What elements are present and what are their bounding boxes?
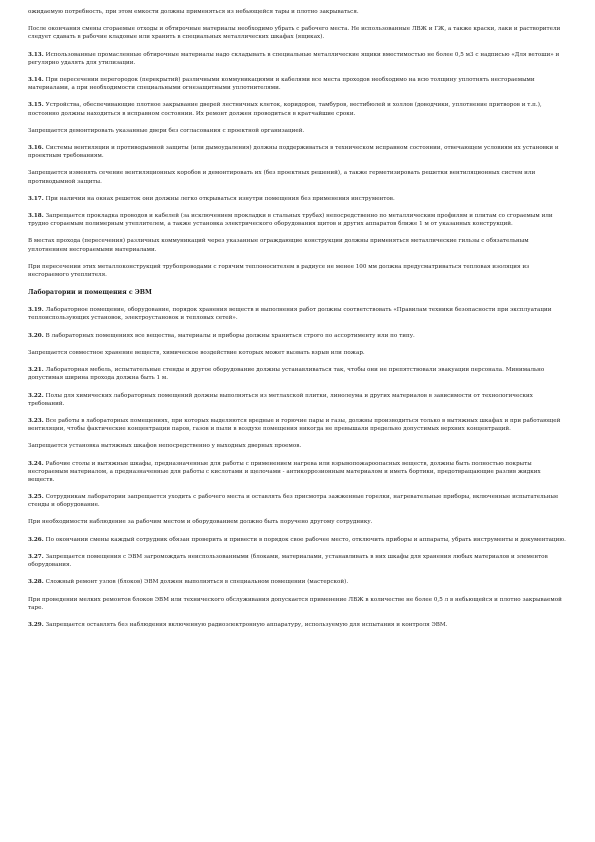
paragraph-text: Лабораторное помещение, оборудование, порядок хранения веществ и выполнения работ должны соответствовать «Правилам техники безопасности при эксплуатации теплоиспользующих установок, электроустановок и тепловых сетей». [28,307,552,322]
paragraph-text: При пересечении этих металлоконструкций трубопроводами с горячим теплоносителем в радиусе не менее 100 мм должна предусматриваться тепловая изоляция из несгораемого утеплителя. [28,263,530,278]
paragraph [28,169,567,185]
paragraph-text: Использованные промасленные обтирочные материалы надо складывать в специальные металлические ящики вместимостью не более 0,5 м3 с надписью «Для ветоши» и регулярно удалять для утилизации. [28,51,560,66]
paragraph-text: Устройства, обеспечивающие плотное закрывание дверей лестничных клеток, коридоров, тамбуров, вестибюлей и холлов (доводчики, уплотнение притворов и т.п.), постоянно должны находиться в исправном состоянии. Их ремонт должен проводиться в кратчайшие сроки. [28,102,542,117]
document-body [28,8,567,629]
clause-number: 3.29. [28,622,44,628]
paragraph [28,237,567,253]
paragraph [28,25,567,41]
paragraph-text: ожидаемую потребность, при этом емкости должны применяться из небьющейся тары и плотно закрываться. [28,9,359,15]
paragraph [28,349,567,357]
paragraph-text: Полы для химических лабораторных помещений должны выполняться из метлахской плитки, линолеума и других материалов в зависимости от технологических требований. [28,392,533,407]
paragraph [28,332,567,340]
paragraph [28,306,567,322]
paragraph [28,366,567,382]
paragraph [28,536,567,544]
paragraph [28,263,567,279]
paragraph [28,493,567,509]
paragraph-text: При наличии на окнах решеток они должны легко открываться изнутри помещения без применения инструментов. [45,195,395,202]
paragraph-text: В местах прохода (пересечения) различных коммуникаций через указанные ограждающие конструкции должны применяться металлические гильзы с обязательным уплотнением несгораемыми материалами. [28,238,529,253]
paragraph-text: Запрещается оставлять без наблюдения включенную радиоэлектронную аппаратуру, используемую для испытания и контроля ЭВМ. [45,622,448,628]
paragraph-text: Лаборатории и помещения с ЭВМ [28,289,152,297]
paragraph-text: Сотрудникам лаборатории запрещается уходить с рабочего места и оставлять без присмотра зажженные горелки, нагревательные приборы, включенные испытательные стенды и оборудование. [28,494,559,509]
paragraph-text: Все работы в лабораторных помещениях, при которых выделяются вредные и горючие пары и газы, должны производиться только в вытяжных шкафах и при работающей вентиляции, чтобы фактические концентрации паров, газов и пыли в воздухе помещения никогда не превышали предельно допустимых верхних концентраций. [28,417,561,432]
paragraph-text: Запрещается совместное хранение веществ, химическое воздействие которых может вызвать взрыв или пожар. [28,349,365,356]
paragraph-text: Запрещается помещения с ЭВМ загромождать неиспользованными (блоками, материалами, устанавливать в них шкафы для хранения любых материалов и элементов оборудования. [28,553,548,569]
paragraph [28,51,567,67]
paragraph [28,8,567,16]
paragraph [28,442,567,450]
clause-number: 3.26. [28,536,44,543]
paragraph [28,144,567,160]
paragraph [28,596,567,612]
clause-number: 3.28. [28,579,44,586]
clause-number: 3.16. [28,145,44,152]
paragraph [28,553,567,569]
paragraph-text: При проведении мелких ремонтов блоков ЭВМ или технического обслуживания допускается применение ЛВЖ в количестве не более 0,5 л в небьющейся и плотно закрываемой таре. [28,596,562,611]
paragraph-text: Запрещается изменять сечение вентиляционных коробов и демонтировать их (без проектных решений), а также герметизировать решетки вентиляционных систем или противодымной защиты. [28,170,536,185]
paragraph-text: В лабораторных помещениях все вещества, материалы и приборы должны храниться строго по ассортименту или по типу. [45,332,415,339]
paragraph [28,578,567,586]
paragraph [28,417,567,433]
clause-number: 3.22. [28,392,44,399]
paragraph [28,460,567,484]
paragraph-text: После окончания смены сгораемые отходы и обтирочные материалы необходимо убрать с рабочего места. Не использованные ЛВЖ и ГЖ, а также краски, лаки и растворители следует сдавать в рабочие кладовые или хранить в специальных металлических шкафах (ящиках). [28,26,561,41]
clause-number: 3.18. [28,213,44,220]
paragraph-text: При пересечении перегородок (перекрытий) различными коммуникациями и кабелями все места проходов необходимо на всю толщину уплотнять несгораемыми материалами, а при необходимости специальными огнезащитными уплотнителями. [28,77,535,92]
paragraph [28,621,567,629]
clause-number: 3.24. [28,460,44,467]
clause-number: 3.14. [28,77,44,84]
paragraph-text: По окончании смены каждый сотрудник обязан проверить и привести в порядок свое рабочее место, отключить приборы и аппараты, убрать инструменты и документацию. [45,536,566,543]
section-heading [28,288,567,297]
paragraph-text: Запрещается установка вытяжных шкафов непосредственно у выходных дверных проемов. [28,443,302,450]
paragraph [28,195,567,203]
clause-number: 3.21. [28,367,44,374]
clause-number: 3.17. [28,195,44,202]
clause-number: 3.23. [28,417,44,424]
paragraph [28,101,567,117]
paragraph-text: Рабочие столы и вытяжные шкафы, предназначенные для работы с применением нагрева или взрывопожароопасных веществ, должны быть полностью покрыты несгораемым материалом, а предназначенные для работы с кислотами и щелочами - антикоррозионным материалом и иметь бортики, предотвращающие разлив жидких веществ. [28,460,541,483]
paragraph-text: Лабораторная мебель, испытательные стенды и другое оборудование должны устанавливаться так, чтобы они не препятствовали эвакуации персонала. Минимально допустимая ширина прохода должна быть 1 м. [28,367,545,382]
clause-number: 3.19. [28,307,44,314]
clause-number: 3.20. [28,332,44,339]
paragraph [28,127,567,135]
paragraph [28,212,567,228]
paragraph-text: Запрещается демонтировать указанные двери без согласования с проектной организацией. [28,127,305,134]
paragraph [28,518,567,526]
paragraph-text: Запрещается прокладка проводов и кабелей (за исключением прокладки в стальных трубах) непосредственно по металлическим профилям и плитам со сгораемым или трудно сгораемым полимерным утеплителем, а также установка электрического оборудования щитов и других аппаратов ближе 1 м от указанных конструкций. [28,213,553,228]
clause-number: 3.15. [28,102,44,109]
clause-number: 3.27. [28,553,44,560]
clause-number: 3.25. [28,494,44,501]
paragraph-text: Сложный ремонт узлов (блоков) ЭВМ должен выполняться в специальном помещении (мастерской). [45,579,349,586]
paragraph-text: При необходимости наблюдение за рабочим местом и оборудованием должно быть поручено другому сотруднику. [28,519,373,526]
clause-number: 3.13. [28,51,44,58]
paragraph-text: Системы вентиляции и противодымной защиты (или дымоудаления) должны поддерживаться в техническом исправном состоянии, отвечающем условиям их установки и проектным требованиям. [28,145,559,160]
paragraph [28,392,567,408]
paragraph [28,76,567,92]
